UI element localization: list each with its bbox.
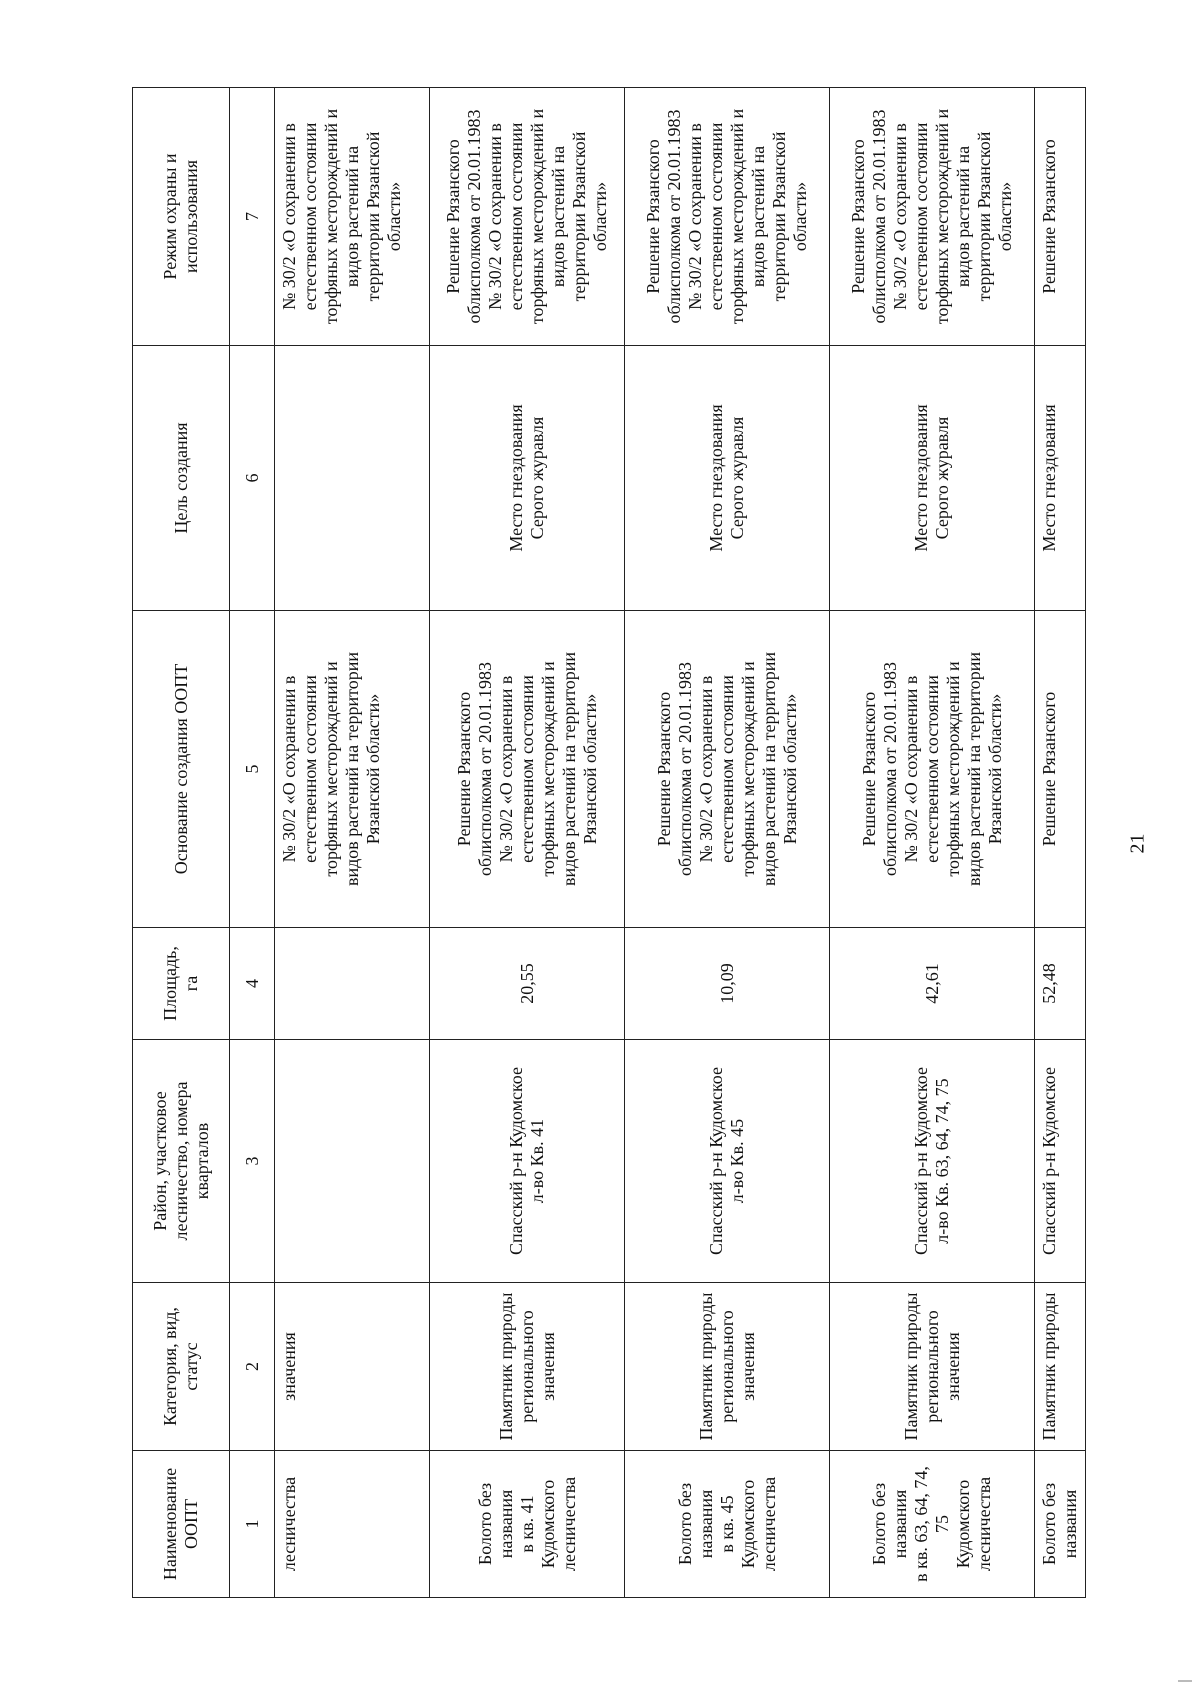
table-cell-district: Спасский р-н Кудомское л-во Кв. 45: [625, 1040, 830, 1283]
table-cell-category: Памятник природы регионального значения: [430, 1283, 625, 1451]
table-cell-area: 20,55: [430, 928, 625, 1040]
column-number-cell: 5: [230, 611, 275, 928]
column-number-cell: 6: [230, 346, 275, 611]
table-cell-district: Спасский р-н Кудомское: [1035, 1040, 1086, 1283]
table-cell-basis: Решение Рязанского облисполкома от 20.01.1983 № 30/2 «О сохранении в естественном состоянии торфяных месторождений и видов растений на территории Рязанской области»: [430, 611, 625, 928]
table-cell-area: 42,61: [830, 928, 1035, 1040]
header-cell-basis: Основание создания ООПТ: [133, 611, 230, 928]
column-number-row: [230, 88, 275, 1598]
column-number-cell: 4: [230, 928, 275, 1040]
column-number-cell: 1: [230, 1451, 275, 1598]
column-number-cell: 2: [230, 1283, 275, 1451]
table-cell-purpose: Место гнездования Серого журавля: [625, 346, 830, 611]
table-cell-area: 10,09: [625, 928, 830, 1040]
table-cell-category: Памятник природы: [1035, 1283, 1086, 1451]
table-row: [1035, 88, 1086, 1598]
table-cell-category: Памятник природы регионального значения: [830, 1283, 1035, 1451]
table-cell-regime: Решение Рязанского облисполкома от 20.01.1983 № 30/2 «О сохранении в естественном состоянии торфяных месторождений и видов растений на территории Рязанской области»: [430, 88, 625, 346]
table-cell-category: Памятник природы регионального значения: [625, 1283, 830, 1451]
table-cell-name: Болото без названия в кв. 45 Кудомского лесничества: [625, 1451, 830, 1598]
table-cell-category: значения: [275, 1283, 430, 1451]
table-cell-area: [275, 928, 430, 1040]
table-cell-name: Болото без названия: [1035, 1451, 1086, 1598]
table-row: [830, 88, 1035, 1598]
table-cell-district: Спасский р-н Кудомское л-во Кв. 63, 64, 74, 75: [830, 1040, 1035, 1283]
table-cell-basis: Решение Рязанского облисполкома от 20.01.1983 № 30/2 «О сохранении в естественном состоянии торфяных месторождений и видов растений на территории Рязанской области»: [625, 611, 830, 928]
table-cell-district: Спасский р-н Кудомское л-во Кв. 41: [430, 1040, 625, 1283]
table-cell-purpose: Место гнездования Серого журавля: [830, 346, 1035, 611]
header-cell-regime: Режим охраны и использования: [133, 88, 230, 346]
table-cell-name: Болото без названия в кв. 41 Кудомского лесничества: [430, 1451, 625, 1598]
header-cell-purpose: Цель создания: [133, 346, 230, 611]
table-cell-name: лесничества: [275, 1451, 430, 1598]
table-cell-basis: № 30/2 «О сохранении в естественном состоянии торфяных месторождений и видов растений на территории Рязанской области»: [275, 611, 430, 928]
column-number-cell: 7: [230, 88, 275, 346]
column-number-cell: 3: [230, 1040, 275, 1283]
header-cell-name: Наименование ООПТ: [133, 1451, 230, 1598]
table-cell-regime: Решение Рязанского: [1035, 88, 1086, 346]
page-number: 21: [1126, 833, 1149, 854]
header-cell-district: Район, участковое лесничество, номера кварталов: [133, 1040, 230, 1283]
table-cell-name: Болото без названия в кв. 63, 64, 74, 75 Кудомского лесничества: [830, 1451, 1035, 1598]
table-cell-regime: № 30/2 «О сохранении в естественном состоянии торфяных месторождений и видов растений на территории Рязанской области»: [275, 88, 430, 346]
table-cell-basis: Решение Рязанского облисполкома от 20.01.1983 № 30/2 «О сохранении в естественном состоянии торфяных месторождений и видов растений на территории Рязанской области»: [830, 611, 1035, 928]
table-row: [430, 88, 625, 1598]
table-cell-regime: Решение Рязанского облисполкома от 20.01.1983 № 30/2 «О сохранении в естественном состоянии торфяных месторождений и видов растений на территории Рязанской области»: [625, 88, 830, 346]
table-cell-purpose: Место гнездования Серого журавля: [430, 346, 625, 611]
oopt-table: [132, 87, 1086, 1598]
table-cell-basis: Решение Рязанского: [1035, 611, 1086, 928]
rotated-page-content: [132, 88, 1080, 1598]
header-cell-area: Площадь, га: [133, 928, 230, 1040]
table-cell-purpose: Место гнездования: [1035, 346, 1086, 611]
table-row: [625, 88, 830, 1598]
table-cell-area: 52,48: [1035, 928, 1086, 1040]
table-cell-regime: Решение Рязанского облисполкома от 20.01.1983 № 30/2 «О сохранении в естественном состоянии торфяных месторождений и видов растений на территории Рязанской области»: [830, 88, 1035, 346]
scan-corner-mark: [1178, 1680, 1192, 1682]
header-cell-category: Категория, вид, статус: [133, 1283, 230, 1451]
table-cell-purpose: [275, 346, 430, 611]
table-row: [275, 88, 430, 1598]
header-row: [133, 88, 230, 1598]
table-cell-district: [275, 1040, 430, 1283]
